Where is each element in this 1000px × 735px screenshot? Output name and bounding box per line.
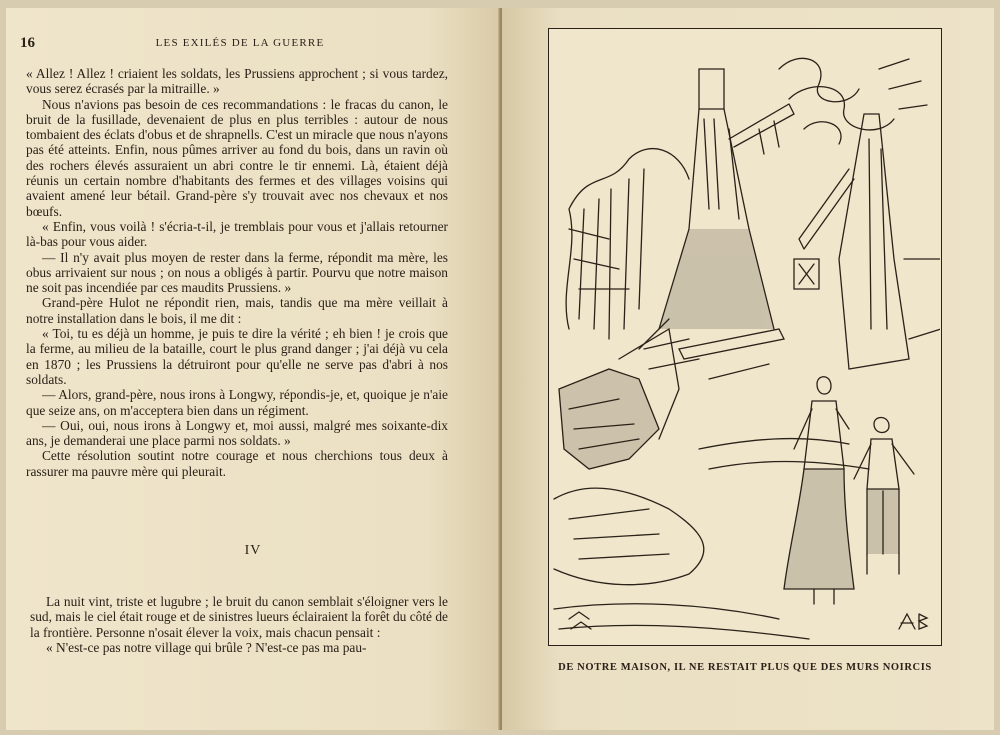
paragraph: La nuit vint, triste et lugubre ; le bruit du canon semblait s'éloigner vers le sud, mais le ciel était rouge et de sinistres lueurs éclairaient la forêt du côté de la frontière. Personne n'osait élever la voix, mais chacun pensait : bbox=[30, 594, 448, 640]
paragraph: Grand-père Hulot ne répondit rien, mais, tandis que ma mère veillait à notre installation dans le bois, il me dit : bbox=[26, 295, 448, 326]
running-head bbox=[20, 35, 460, 53]
chapter-text bbox=[30, 594, 448, 655]
paragraph: « Allez ! Allez ! criaient les soldats, les Prussiens approchent ; si vous tardez, vous serez écrasés par la mitraille. » bbox=[26, 66, 448, 97]
illustration-ruined-farmhouse bbox=[548, 28, 942, 646]
illustration-caption: DE NOTRE MAISON, IL NE RESTAIT PLUS QUE DES MURS NOIRCIS bbox=[558, 662, 932, 673]
illustration-drawing bbox=[549, 29, 940, 644]
chapter-number: IV bbox=[244, 543, 262, 558]
paragraph: — Il n'y avait plus moyen de rester dans la ferme, répondit ma mère, les obus arrivaient sur nous ; on nous a obligés à partir. Pourvu que notre maison ne soit pas incendiée par ces maudits Prussiens. » bbox=[26, 249, 448, 296]
page-number: 16 bbox=[20, 35, 35, 51]
running-title: LES EXILÉS DE LA GUERRE bbox=[155, 37, 325, 49]
left-page bbox=[6, 8, 500, 730]
paragraph: « Enfin, vous voilà ! s'écria-t-il, je tremblais pour vous et j'allais retourner là-bas pour vous aider. bbox=[26, 218, 448, 250]
paragraph: — Alors, grand-père, nous irons à Longwy, répondis-je, et, quoique je n'aie que seize ans, on m'acceptera bien dans un régiment. bbox=[26, 387, 448, 418]
paragraph: Cette résolution soutint notre courage et nous cherchions tous deux à rassurer ma pauvre mère qui pleurait. bbox=[26, 448, 448, 479]
body-text bbox=[26, 66, 448, 479]
paragraph: Nous n'avions pas besoin de ces recommandations : le fracas du canon, le bruit de la fusillade, devenaient de plus en plus terribles : autour de nous tombaient des éclats d'obus et de shrapnells. C'est un miracle que nous n'ayons pas été atteints. Enfin, nous pûmes arriver au fond du bois, dans un ravin où des rochers élevés assuraient un abri contre le tir ennemi. Là, étaient déjà réunis un certain nombre d'habitants des fermes et des villages voisins qui avaient amené leur bétail. Grand-père s'y trouvait avec nos chevaux et nos bœufs. bbox=[26, 96, 448, 219]
paragraph: — Oui, oui, nous irons à Longwy et, moi aussi, malgré mes soixante-dix ans, je demanderai une place parmi nos soldats. » bbox=[26, 417, 448, 449]
paragraph: « Toi, tu es déjà un homme, je puis te dire la vérité ; eh bien ! je crois que la ferme, au milieu de la bataille, court le plus grand danger ; j'ai déjà vu cela en 1870 ; les Prussiens la détruiront pour qu'elle ne serve pas d'abri à nos soldats. bbox=[26, 326, 448, 387]
paragraph: « N'est-ce pas notre village qui brûle ? N'est-ce pas ma pau- bbox=[46, 639, 367, 655]
